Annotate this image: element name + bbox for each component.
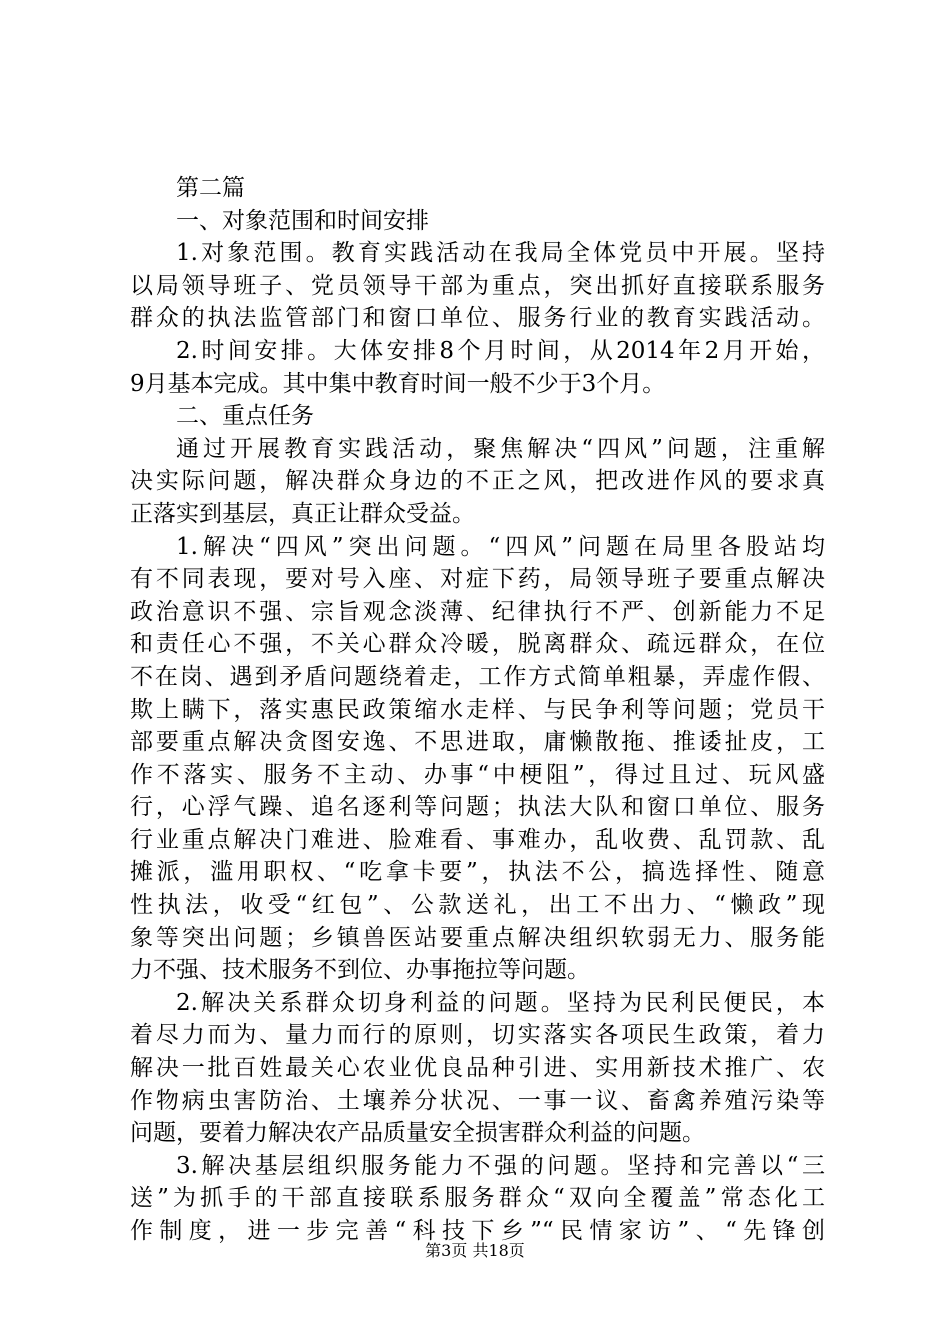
text-line: 群众的执法监管部门和窗口单位、服务行业的教育实践活动。 xyxy=(130,305,825,332)
text-line: 有不同表现，要对号入座、对症下药，局领导班子要重点解决 xyxy=(130,566,825,593)
text-line: 以局领导班子、党员领导干部为重点，突出抓好直接联系服务 xyxy=(130,272,825,299)
text-line: 和责任心不强，不关心群众冷暖，脱离群众、疏远群众，在位 xyxy=(130,631,825,658)
text-line: 着尽力而为、量力而行的原则，切实落实各项民生政策，着力 xyxy=(130,1022,825,1049)
document-body xyxy=(130,172,825,1248)
text-line: 9月基本完成。其中集中教育时间一般不少于3个月。 xyxy=(130,370,666,397)
heading-scope-schedule: 一、对象范围和时间安排 xyxy=(176,207,429,234)
text-line: 行，心浮气躁、追名逐利等问题；执法大队和窗口单位、服务 xyxy=(130,794,825,821)
text-line: 正落实到基层，真正让群众受益。 xyxy=(130,500,475,527)
text-line: 问题，要着力解决农产品质量安全损害群众利益的问题。 xyxy=(130,1120,705,1147)
text-line: 2.解决关系群众切身利益的问题。坚持为民利民便民，本 xyxy=(176,989,825,1016)
text-line: 性执法，收受“红包”、公款送礼，出工不出力、“懒政”现 xyxy=(130,892,825,919)
text-line: 决实际问题，解决群众身边的不正之风，把改进作风的要求真 xyxy=(130,468,825,495)
text-line: 解决一批百姓最关心农业优良品种引进、实用新技术推广、农 xyxy=(130,1055,825,1082)
text-line: 作制度，进一步完善“科技下乡”“民情家访”、“先锋创 xyxy=(130,1218,825,1244)
section-title: 第二篇 xyxy=(176,175,245,201)
text-line: 通过开展教育实践活动，聚焦解决“四风”问题，注重解 xyxy=(176,435,825,462)
text-line: 2.时间安排。大体安排8个月时间，从2014年2月开始， xyxy=(176,337,825,364)
text-line: 力不强、技术服务不到位、办事拖拉等问题。 xyxy=(130,957,590,984)
text-line: 政治意识不强、宗旨观念淡薄、纪律执行不严、创新能力不足 xyxy=(130,598,825,625)
text-line: 1.解决“四风”突出问题。“四风”问题在局里各股站均 xyxy=(176,533,825,560)
text-line: 3.解决基层组织服务能力不强的问题。坚持和完善以“三 xyxy=(176,1152,825,1179)
text-line: 行业重点解决门难进、脸难看、事难办，乱收费、乱罚款、乱 xyxy=(130,826,825,853)
text-line: 象等突出问题；乡镇兽医站要重点解决组织软弱无力、服务能 xyxy=(130,924,825,951)
text-line: 部要重点解决贪图安逸、不思进取，庸懒散拖、推诿扯皮，工 xyxy=(130,729,825,756)
page-number-footer: 第3页 共18页 xyxy=(425,1241,525,1260)
text-line: 不在岗、遇到矛盾问题绕着走，工作方式简单粗暴，弄虚作假、 xyxy=(130,663,825,690)
text-line: 作物病虫害防治、土壤养分状况、一事一议、畜禽养殖污染等 xyxy=(130,1087,825,1114)
text-line: 送”为抓手的干部直接联系服务群众“双向全覆盖”常态化工 xyxy=(130,1185,825,1212)
heading-key-tasks: 二、重点任务 xyxy=(176,403,314,430)
text-line: 摊派，滥用职权、“吃拿卡要”，执法不公，搞选择性、随意 xyxy=(130,859,825,886)
text-line: 作不落实、服务不主动、办事“中梗阻”，得过且过、玩风盛 xyxy=(130,761,825,788)
text-line: 1.对象范围。教育实践活动在我局全体党员中开展。坚持 xyxy=(176,240,825,267)
text-line: 欺上瞒下，落实惠民政策缩水走样、与民争利等问题；党员干 xyxy=(130,696,825,723)
